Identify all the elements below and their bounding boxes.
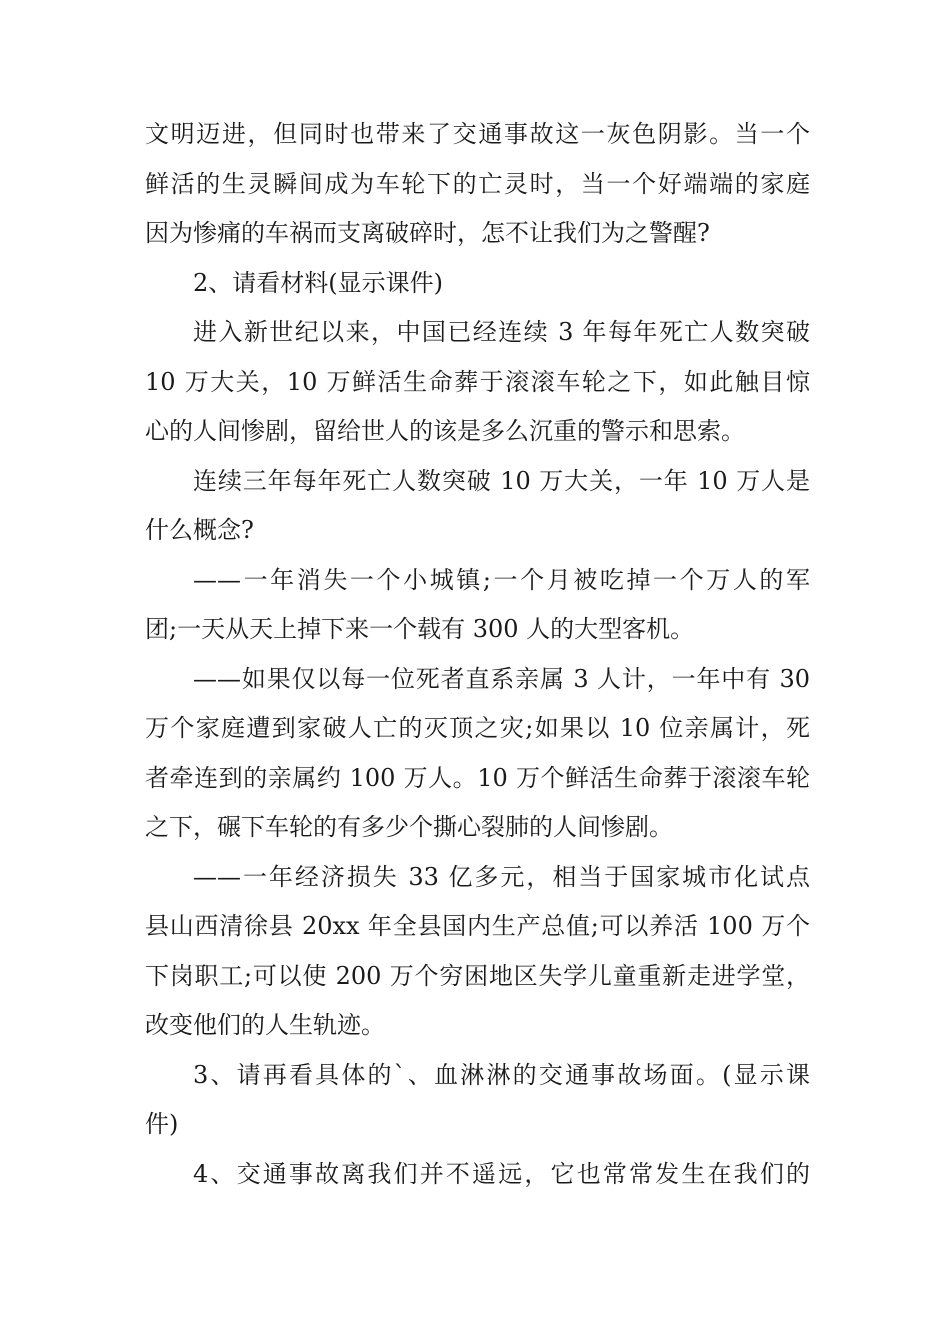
text-line: 文明迈进，但同时也带来了交通事故这一灰色阴影。当一个	[145, 120, 810, 148]
text-line: 者牵连到的亲属约 100 万人。10 万个鲜活生命葬于滚滚车轮	[145, 764, 810, 792]
text-line: 进入新世纪以来，中国已经连续 3 年每年死亡人数突破	[193, 318, 810, 346]
text-line: 万个家庭遭到家破人亡的灭顶之灾;如果以 10 位亲属计，死	[145, 714, 810, 742]
text-line: 下岗职工;可以使 200 万个穷困地区失学儿童重新走进学堂，	[145, 962, 810, 990]
list-item-2: 2、请看材料(显示课件)	[193, 269, 443, 297]
text-line: 连续三年每年死亡人数突破 10 万大关，一年 10 万人是	[193, 467, 810, 495]
text-line: 什么概念?	[145, 516, 254, 544]
text-line: 之下，碾下车轮的有多少个撕心裂肺的人间惨剧。	[145, 813, 673, 841]
text-line: 鲜活的生灵瞬间成为车轮下的亡灵时，当一个好端端的家庭	[145, 170, 810, 198]
text-line: ——一年经济损失 33 亿多元，相当于国家城市化试点	[193, 863, 810, 891]
text-line: 团;一天从天上掉下来一个载有 300 人的大型客机。	[145, 615, 695, 643]
list-item-4: 4、交通事故离我们并不遥远，它也常常发生在我们的	[193, 1160, 810, 1188]
text-line: ——如果仅以每一位死者直系亲属 3 人计，一年中有 30	[193, 665, 810, 693]
text-line: ——一年消失一个小城镇;一个月被吃掉一个万人的军	[193, 566, 810, 594]
text-line: 县山西清徐县 20xx 年全县国内生产总值;可以养活 100 万个	[145, 912, 810, 940]
text-line: 心的人间惨剧，留给世人的该是多么沉重的警示和思索。	[145, 417, 745, 445]
text-line: 因为惨痛的车祸而支离破碎时，怎不让我们为之警醒?	[145, 219, 710, 247]
list-item-3: 3、请再看具体的`、血淋淋的交通事故场面。(显示课	[193, 1061, 810, 1089]
text-line: 10 万大关，10 万鲜活生命葬于滚滚车轮之下，如此触目惊	[145, 368, 810, 396]
text-line: 改变他们的人生轨迹。	[145, 1011, 385, 1039]
text-line: 件)	[145, 1110, 179, 1138]
